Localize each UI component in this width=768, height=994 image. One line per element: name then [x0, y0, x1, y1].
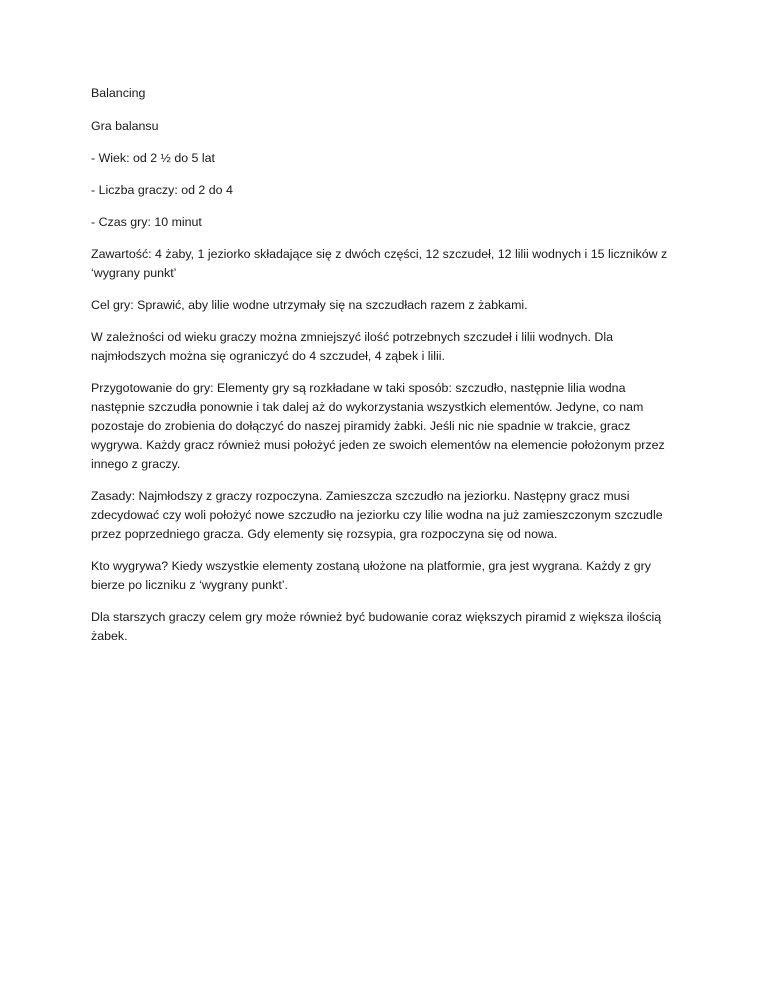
time-line: - Czas gry: 10 minut — [91, 215, 202, 229]
older-players-paragraph: Dla starszych graczy celem gry może również być budowanie coraz większych piramid z większa ilością żabek. — [91, 610, 662, 643]
rules-paragraph: Zasady: Najmłodszy z graczy rozpoczyna. Zamieszcza szczudło na jeziorku. Następny gracz musi zdecydować czy woli położyć nowe szczudło na jeziorku czy lilie wodna na już zamieszczonym szczudle przez poprzedniego gracza. Gdy elementy się rozsypia, gra rozpoczyna się od nowa. — [91, 489, 663, 541]
winner-paragraph: Kto wygrywa? Kiedy wszystkie elementy zostaną ułożone na platformie, gra jest wygrana. Każdy z gry bierze po liczniku z ‘wygrany punkt’. — [91, 559, 651, 592]
preparation-paragraph: Przygotowanie do gry: Elementy gry są rozkładane w taki sposób: szczudło, następnie lilia wodna następnie szczudła ponownie i tak dalej aż do wykorzystania wszystkich elementów. Jedyne, co nam pozostaje do zrobienia do dołączyć do naszej piramidy żabki. Jeśli nic nie spadnie w trakcie, gracz wygrywa. Każdy gracz również musi położyć jeden ze swoich elementów na elemencie położonym przez innego z graczy. — [91, 381, 665, 471]
document-body — [91, 84, 681, 659]
goal-paragraph: Cel gry: Sprawić, aby lilie wodne utrzymały się na szczudłach razem z żabkami. — [91, 298, 528, 312]
contents-paragraph: Zawartość: 4 żaby, 1 jeziorko składające się z dwóch części, 12 szczudeł, 12 lilii wodnych i 15 liczników z ‘wygrany punkt’ — [91, 247, 668, 280]
document-subtitle: Gra balansu — [91, 119, 159, 133]
players-line: - Liczba graczy: od 2 do 4 — [91, 183, 233, 197]
age-line: - Wiek: od 2 ½ do 5 lat — [91, 151, 215, 165]
age-note-paragraph: W zależności od wieku graczy można zmniejszyć ilość potrzebnych szczudeł i lilii wodnych. Dla najmłodszych można się ograniczyć do 4 szczudeł, 4 ząbek i lilii. — [91, 330, 613, 363]
document-title: Balancing — [91, 86, 146, 100]
